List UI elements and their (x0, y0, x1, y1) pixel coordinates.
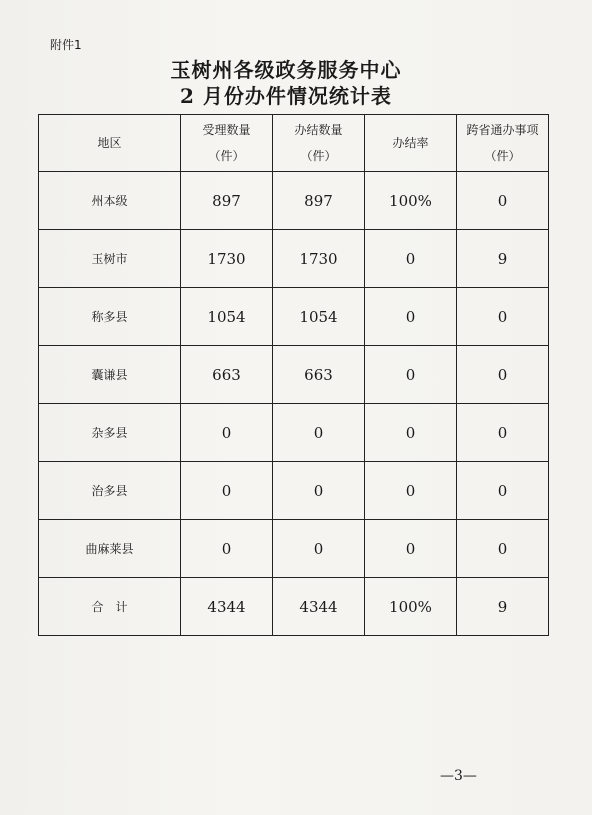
document-title-line1: 玉树州各级政务服务中心 (170, 58, 402, 82)
cell-accepted: 0 (181, 462, 273, 520)
cell-region: 州本级 (39, 172, 181, 230)
cell-completed: 897 (273, 172, 365, 230)
cell-completed: 4344 (273, 578, 365, 636)
cell-region: 杂多县 (39, 404, 181, 462)
cell-region: 治多县 (39, 462, 181, 520)
header-completed (273, 115, 365, 172)
table-row (39, 230, 549, 288)
cell-rate: 0 (365, 404, 457, 462)
table-row (39, 346, 549, 404)
cell-region: 曲麻莱县 (39, 520, 181, 578)
attachment-label: 附件1 (50, 38, 82, 52)
table-header-row (39, 115, 549, 172)
table-row (39, 520, 549, 578)
cell-accepted: 0 (181, 404, 273, 462)
cell-region: 称多县 (39, 288, 181, 346)
cell-accepted: 897 (181, 172, 273, 230)
cell-rate: 0 (365, 230, 457, 288)
document-title-line2: 2 月份办件情况统计表 (180, 84, 392, 108)
header-region-label: 地区 (97, 136, 122, 150)
cell-rate: 0 (365, 288, 457, 346)
header-completed-unit: （件） (300, 149, 337, 163)
cell-region: 囊谦县 (39, 346, 181, 404)
cell-completed: 1054 (273, 288, 365, 346)
cell-rate: 0 (365, 462, 457, 520)
cell-cross-province: 0 (457, 520, 549, 578)
cell-rate: 0 (365, 520, 457, 578)
cell-completed: 663 (273, 346, 365, 404)
header-accepted-unit: （件） (208, 149, 245, 163)
table-row (39, 288, 549, 346)
cell-cross-province: 0 (457, 288, 549, 346)
cell-accepted: 0 (181, 520, 273, 578)
table-row (39, 578, 549, 636)
header-region (39, 115, 181, 172)
table-row (39, 404, 549, 462)
header-rate (365, 115, 457, 172)
cell-rate: 0 (365, 346, 457, 404)
cell-cross-province: 0 (457, 172, 549, 230)
table-row (39, 462, 549, 520)
header-rate-label: 办结率 (392, 136, 429, 150)
page-number: —3— (440, 768, 477, 784)
header-cross-province (457, 115, 549, 172)
cell-region: 玉树市 (39, 230, 181, 288)
cell-region: 合 计 (39, 578, 181, 636)
header-cross-province-unit: （件） (484, 149, 521, 163)
statistics-table (38, 114, 549, 636)
cell-cross-province: 9 (457, 578, 549, 636)
cell-accepted: 663 (181, 346, 273, 404)
header-cross-province-label: 跨省通办事项 (466, 123, 539, 137)
table-body (39, 172, 549, 636)
header-accepted (181, 115, 273, 172)
cell-accepted: 4344 (181, 578, 273, 636)
cell-cross-province: 0 (457, 404, 549, 462)
cell-completed: 1730 (273, 230, 365, 288)
header-accepted-label: 受理数量 (202, 123, 251, 137)
cell-cross-province: 9 (457, 230, 549, 288)
cell-accepted: 1054 (181, 288, 273, 346)
cell-accepted: 1730 (181, 230, 273, 288)
table-row (39, 172, 549, 230)
cell-cross-province: 0 (457, 462, 549, 520)
cell-cross-province: 0 (457, 346, 549, 404)
cell-completed: 0 (273, 520, 365, 578)
cell-rate: 100% (365, 172, 457, 230)
cell-completed: 0 (273, 404, 365, 462)
header-completed-label: 办结数量 (294, 123, 343, 137)
cell-completed: 0 (273, 462, 365, 520)
cell-rate: 100% (365, 578, 457, 636)
